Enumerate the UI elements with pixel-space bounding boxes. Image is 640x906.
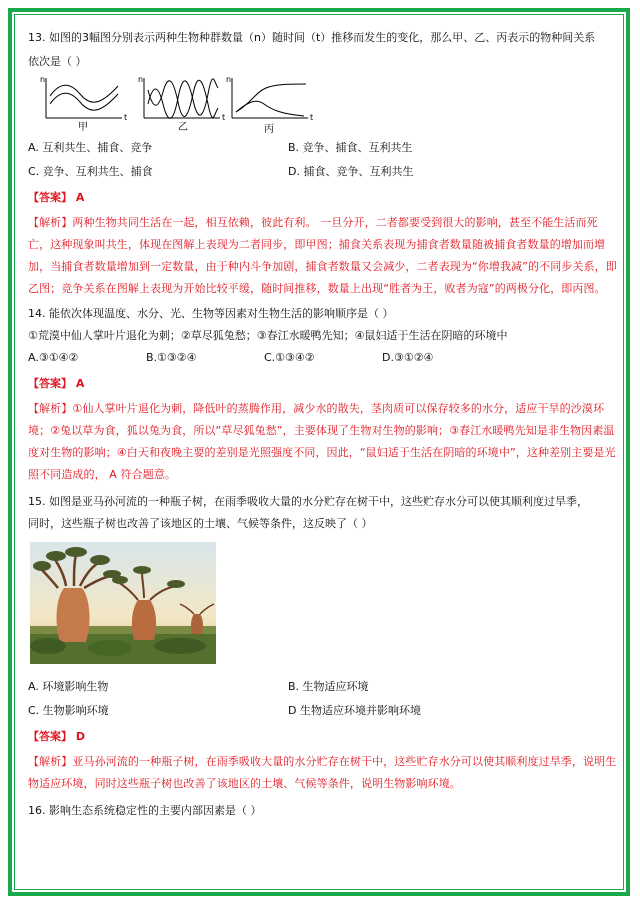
q13-options-row2 [28,164,618,180]
q14-option-d[interactable]: D.③①②④ [382,351,434,364]
q14-options [28,350,618,366]
graph-jia-t: t [124,113,128,122]
q13-option-c[interactable]: C. 竞争、互利共生、捕食 [28,165,153,178]
q15-stem-line1: 15. 如图是亚马孙河流的一种瓶子树，在雨季吸收大量的水分贮存在树干中，这些贮存水分可以使其顺利度过旱季， [28,495,588,508]
q15-explanation: 【解析】亚马孙河流的一种瓶子树，在雨季吸收大量的水分贮存在树干中，这些贮存水分可以使其顺利度过旱季，说明生物适应环境，同时这些瓶子树也改善了该地区的土壤、气候等条件，说明生物影响环境。 [28,755,617,790]
q14-items: ①荒漠中仙人掌叶片退化为刺；②草尽狐兔愁；③春江水暖鸭先知；④鼠妇适于生活在阴暗的环境中 [28,329,508,342]
q14-explanation: 【解析】①仙人掌叶片退化为刺，降低叶的蒸腾作用，减少水的散失，茎肉质可以保存较多的水分，适应干旱的沙漠环境；②兔以草为食，狐以兔为食，所以“草尽狐兔愁”，主要体现了生物对生物的影响；③春江水暖鸭先知是非生物因素温度对生物的影响；④白天和夜晚主要的差别是光照强度不同，因此，“鼠妇适于生活在阴暗的环境中”，这种差别主要是光照不同造成的， A 符合题意。 [28,402,616,481]
q13-stem-line1: 13. 如图的3幅图分别表示两种生物种群数量（n）随时间（t）推移而发生的变化，那么甲、乙、丙表示的物种间关系 [28,31,596,44]
graph-jia-label: 甲 [78,122,88,133]
q15-options-row2 [28,703,618,719]
graph-bing-n: n [226,75,232,84]
q15-options-row1 [28,679,618,695]
worksheet-content [28,30,618,819]
q13-answer: 【答案】 A [28,191,85,204]
q15-option-d[interactable]: D 生物适应环境并影响环境 [288,704,421,717]
q14-stem: 14. 能依次体现温度、水分、光、生物等因素对生物生活的影响顺序是（ ） [28,307,394,320]
graph-bing-t: t [310,113,314,122]
q13-stem-line2: 依次是（ ） [28,55,87,68]
q13-graphs [28,74,618,134]
graph-yi-t: t [222,113,226,122]
baobab-photo [30,542,216,664]
q15-option-b[interactable]: B. 生物适应环境 [288,680,369,693]
graph-jia-n: n [40,75,46,84]
graph-bing-label: 丙 [264,124,274,134]
graph-bing [226,74,318,134]
q14-answer: 【答案】 A [28,377,85,390]
q13-options-row1 [28,140,618,156]
graph-jia [40,74,132,134]
q15-option-c[interactable]: C. 生物影响环境 [28,704,109,717]
q13-option-b[interactable]: B. 竞争、捕食、互利共生 [288,141,413,154]
q14-option-c[interactable]: C.①③④② [264,351,315,364]
q15-option-a[interactable]: A. 环境影响生物 [28,680,109,693]
q13-option-a[interactable]: A. 互利共生、捕食、竞争 [28,141,153,154]
q15-stem-line2: 同时，这些瓶子树也改善了该地区的土壤、气候等条件，这反映了（ ） [28,517,373,530]
q15-answer: 【答案】 D [28,730,85,743]
q14-option-b[interactable]: B.①③②④ [146,351,197,364]
graph-yi-n: n [138,75,144,84]
q13-explanation: 【解析】两种生物共同生活在一起，相互依赖，彼此有利。 一旦分开，二者都要受到很大的影响，甚至不能生活而死亡，这种现象叫共生，体现在图解上表现为二者同步，即甲图；捕食关系表现为捕食者数量随被捕食者数量的增加而增加，当捕食者数量增加到一定数量，由于种内斗争加剧，捕食者数量又会减少，二者表现为“你增我减”的不同步关系，即乙图；竞争关系在图解上表现为开始比较平缓，随时间推移，数量上出现“胜者为王，败者为寇”的两极分化，即丙图。 [28,216,617,295]
q13-option-d[interactable]: D. 捕食、竞争、互利共生 [288,165,414,178]
graph-yi [138,74,230,134]
graph-yi-label: 乙 [178,122,188,133]
q16-stem: 16. 影响生态系统稳定性的主要内部因素是（ ） [28,804,262,817]
q14-option-a[interactable]: A.③①④② [28,351,79,364]
